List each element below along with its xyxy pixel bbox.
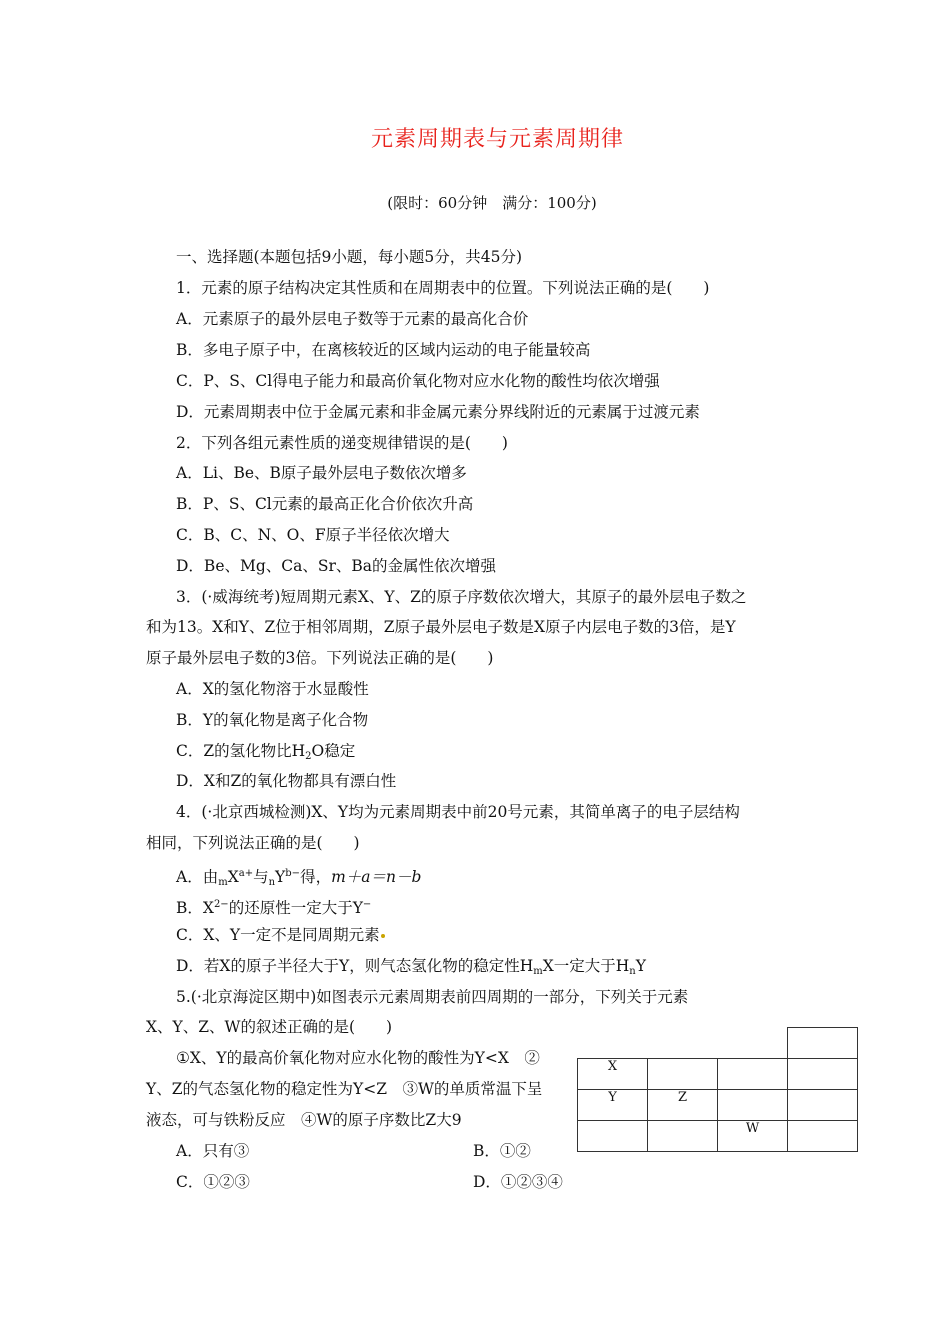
q1-option-d[interactable]: D．元素周期表中位于金属元素和非金属元素分界线附近的元素属于过渡元素: [176, 403, 700, 421]
q5-statement-line2: Y、Z的气态氢化物的稳定性为Y<Z ③W的单质常温下呈: [146, 1080, 543, 1098]
q2-option-c[interactable]: C．B、C、N、O、F原子半径依次增大: [176, 526, 450, 544]
q3-c-subscript: 2: [305, 751, 312, 762]
table-cell: [788, 1059, 858, 1090]
table-cell: [788, 1090, 858, 1121]
q5-option-c[interactable]: C．①②③: [176, 1173, 250, 1191]
q3-stem-line3: 原子最外层电子数的3倍。下列说法正确的是( ): [146, 649, 494, 667]
q4-a-text: A．由: [176, 868, 219, 886]
q2-option-d[interactable]: D．Be、Mg、Ca、Sr、Ba的金属性依次增强: [176, 557, 497, 575]
q4-b-mid: 的还原性一定大于Y: [228, 899, 363, 917]
q4-d-m: m: [533, 966, 543, 977]
q4-stem-line2: 相同，下列说法正确的是( ): [146, 834, 360, 852]
q1-stem: 1．元素的原子结构决定其性质和在周期表中的位置。下列说法正确的是( ): [176, 279, 710, 297]
q3-c-text: C．Z的氢化物比H: [176, 742, 306, 760]
q4-a-y: Y: [275, 868, 286, 886]
q5-statement-line3: 液态，可与铁粉反应 ④W的原子序数比Z大9: [146, 1111, 462, 1129]
q4-b-charge-x: 2−: [213, 899, 229, 910]
q4-c-text: C．X、Y一定不是同周期元素: [176, 926, 380, 944]
page-title: 元素周期表与元素周期律: [370, 127, 624, 152]
table-cell-empty: [578, 1028, 648, 1059]
q4-a-charge-y: b−: [285, 868, 301, 879]
q1-option-b[interactable]: B．多电子原子中，在离核较近的区域内运动的电子能量较高: [176, 341, 591, 359]
q5-option-d[interactable]: D．①②③④: [473, 1173, 563, 1191]
table-cell-w: W: [718, 1121, 788, 1152]
q4-a-n: n: [268, 877, 276, 888]
q3-c-text-end: O稳定: [311, 742, 356, 760]
q4-b-text: B．X: [176, 899, 214, 917]
table-cell: [788, 1121, 858, 1152]
section-heading: 一、选择题(本题包括9小题，每小题5分，共45分): [176, 248, 523, 266]
q1-option-a[interactable]: A．元素原子的最外层电子数等于元素的最高化合价: [176, 310, 529, 328]
table-cell: [648, 1121, 718, 1152]
q3-option-a[interactable]: A．X的氢化物溶于水显酸性: [176, 680, 369, 698]
time-limit: (限时：60分钟 满分：100分): [387, 194, 597, 212]
q5-option-b[interactable]: B．①②: [473, 1142, 531, 1160]
q3-option-d[interactable]: D．X和Z的氧化物都具有漂白性: [176, 772, 397, 790]
q4-a-get: 得，: [300, 868, 332, 886]
table-cell: [648, 1059, 718, 1090]
q5-statement-line1: ①X、Y的最高价氧化物对应水化物的酸性为Y<X ②: [176, 1049, 540, 1067]
q1-option-c[interactable]: C．P、S、Cl得电子能力和最高价氧化物对应水化物的酸性均依次增强: [176, 372, 660, 390]
q2-stem: 2．下列各组元素性质的递变规律错误的是( ): [176, 434, 508, 452]
q5-stem-line2: X、Y、Z、W的叙述正确的是( ): [146, 1018, 393, 1036]
q4-stem-line1: 4．(·北京西城检测)X、Y均为元素周期表中前20号元素，其简单离子的电子层结构: [176, 803, 740, 821]
q4-option-b[interactable]: [176, 894, 371, 919]
q5-stem-line1: 5.(·北京海淀区期中)如图表示元素周期表前四周期的一部分，下列关于元素: [176, 988, 689, 1006]
q4-a-m: m: [218, 877, 228, 888]
q3-stem-line1: 3．(·威海统考)短周期元素X、Y、Z的原子序数依次增大，其原子的最外层电子数之: [176, 588, 747, 606]
table-cell: [578, 1121, 648, 1152]
q4-d-text: D．若X的原子半径大于Y，则气态氢化物的稳定性H: [176, 957, 534, 975]
q4-a-charge-x: a+: [238, 868, 254, 879]
table-cell-z: Z: [648, 1090, 718, 1121]
q4-option-d[interactable]: [176, 955, 646, 983]
q5-option-a[interactable]: A．只有③: [176, 1142, 250, 1160]
q4-a-and: 与: [253, 868, 269, 886]
table-cell-y: Y: [578, 1090, 648, 1121]
q4-d-n: n: [629, 966, 636, 977]
table-cell: [718, 1090, 788, 1121]
stray-dot: [381, 934, 385, 938]
q2-option-a[interactable]: A．Li、Be、B原子最外层电子数依次增多: [176, 464, 467, 482]
q3-option-b[interactable]: B．Y的氧化物是离子化合物: [176, 711, 369, 729]
q4-b-charge-y: −: [362, 899, 372, 910]
q4-d-mid: X一定大于H: [542, 957, 630, 975]
q3-stem-line2: 和为13。X和Y、Z位于相邻周期，Z原子最外层电子数是X原子内层电子数的3倍，是Y: [146, 618, 736, 636]
q4-a-equation: m＋a＝n－b: [331, 868, 422, 886]
q4-d-end: Y: [635, 957, 646, 975]
table-cell: [718, 1059, 788, 1090]
periodic-table-fragment: [577, 1027, 858, 1152]
table-cell-empty: [718, 1028, 788, 1059]
table-cell-top: [788, 1028, 858, 1059]
table-cell-x: X: [578, 1059, 648, 1090]
q4-option-c[interactable]: [176, 924, 385, 946]
q4-option-a[interactable]: [176, 863, 421, 894]
q4-a-x: X: [227, 868, 239, 886]
q3-option-c[interactable]: [176, 740, 355, 768]
q2-option-b[interactable]: B．P、S、Cl元素的最高正化合价依次升高: [176, 495, 474, 513]
table-cell-empty: [648, 1028, 718, 1059]
